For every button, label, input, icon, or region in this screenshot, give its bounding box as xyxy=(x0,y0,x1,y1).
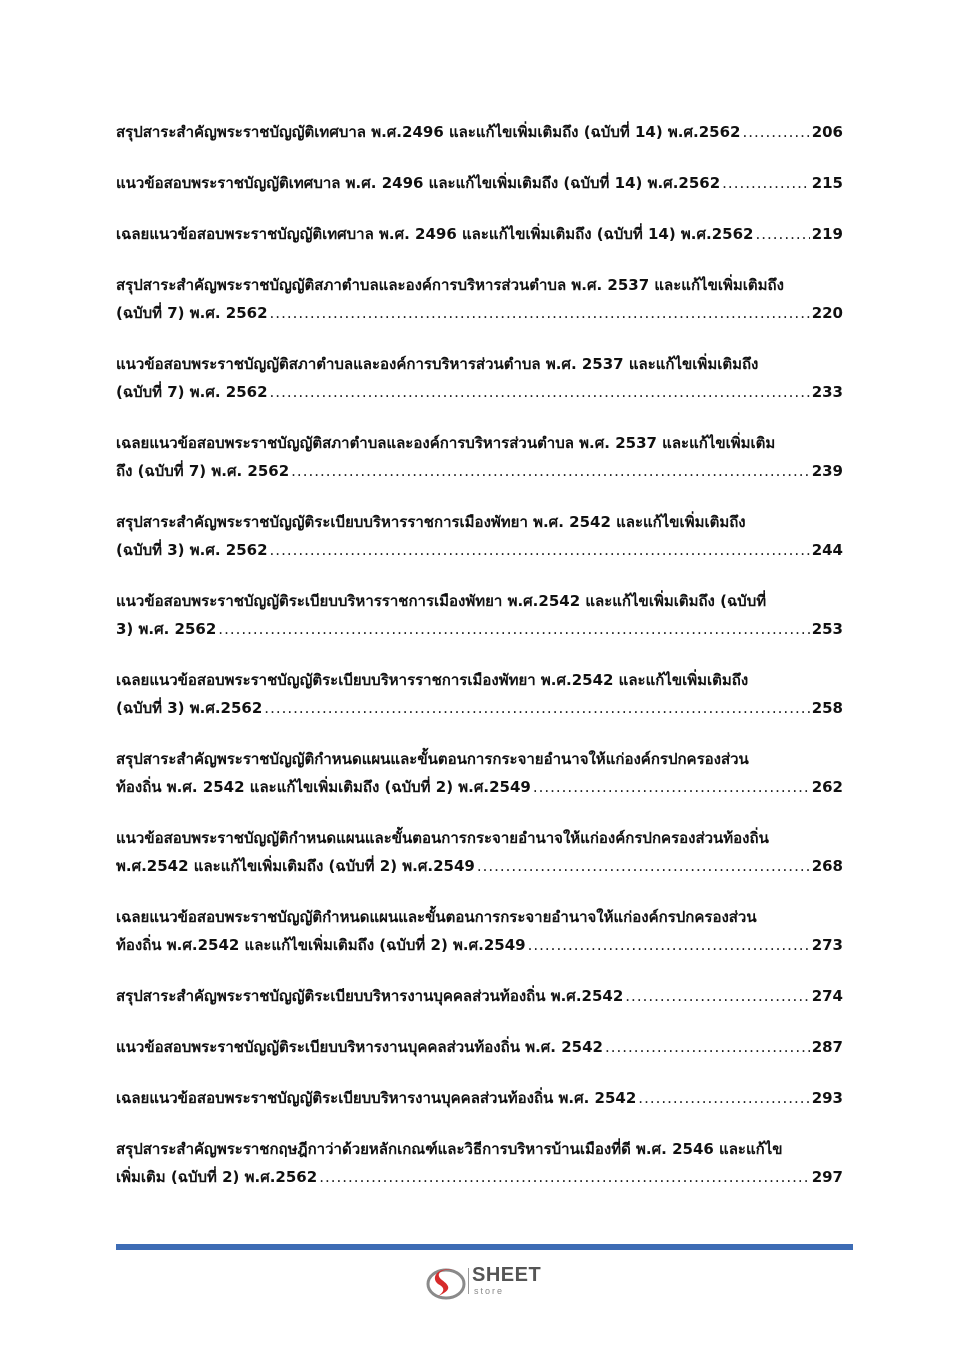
toc-entry-title: (ฉบับที่ 3) พ.ศ. 2562 xyxy=(116,541,268,559)
dot-leader xyxy=(755,220,809,248)
footer-rule xyxy=(116,1244,853,1250)
toc-entry[interactable] xyxy=(116,666,843,722)
toc-entry-title: สรุปสาระสำคัญพระราชบัญญัติระเบียบบริหารงานบุคคลส่วนท้องถิ่น พ.ศ.2542 xyxy=(116,987,624,1005)
toc-entry-title: (ฉบับที่ 7) พ.ศ. 2562 xyxy=(116,383,268,401)
toc-entry-title: สรุปสาระสำคัญพระราชบัญญัติกำหนดแผนและขั้นตอนการกระจายอำนาจให้แก่องค์กรปกครองส่วน xyxy=(116,750,749,768)
toc-entry[interactable] xyxy=(116,1135,843,1191)
toc-entry-title: แนวข้อสอบพระราชบัญญัติสภาตำบลและองค์การบริหารส่วนตำบล พ.ศ. 2537 และแก้ไขเพิ่มเติมถึง xyxy=(116,355,759,373)
toc-entry-title: เฉลยแนวข้อสอบพระราชบัญญัติเทศบาล พ.ศ. 2496 และแก้ไขเพิ่มเติมถึง (ฉบับที่ 14) พ.ศ.2562 xyxy=(116,225,754,243)
toc-entry[interactable] xyxy=(116,745,843,801)
toc-page-number: 220 xyxy=(811,304,843,322)
dot-leader xyxy=(477,852,810,880)
brand-name: SHEET xyxy=(472,1264,542,1286)
dot-leader xyxy=(742,118,809,146)
dot-leader xyxy=(533,773,810,801)
toc-entry-title: (ฉบับที่ 7) พ.ศ. 2562 xyxy=(116,304,268,322)
toc-page-number: 206 xyxy=(811,123,843,141)
toc-page-number: 297 xyxy=(811,1168,843,1186)
toc-entry-title: เฉลยแนวข้อสอบพระราชบัญญัติระเบียบบริหารราชการเมืองพัทยา พ.ศ.2542 และแก้ไขเพิ่มเติมถึง xyxy=(116,671,749,689)
toc-page-number: 274 xyxy=(811,987,843,1005)
toc-entry-title: แนวข้อสอบพระราชบัญญัติเทศบาล พ.ศ. 2496 และแก้ไขเพิ่มเติมถึง (ฉบับที่ 14) พ.ศ.2562 xyxy=(116,174,721,192)
toc-entry-title: แนวข้อสอบพระราชบัญญัติระเบียบบริหารราชการเมืองพัทยา พ.ศ.2542 และแก้ไขเพิ่มเติมถึง (ฉบับที่ xyxy=(116,592,767,610)
toc-entry-title: 3) พ.ศ. 2562 xyxy=(116,620,217,638)
toc-page-number: 239 xyxy=(811,462,843,480)
toc-entry[interactable] xyxy=(116,508,843,564)
toc-entry-title: สรุปสาระสำคัญพระราชกฤษฎีกาว่าด้วยหลักเกณฑ์และวิธีการบริหารบ้านเมืองที่ดี พ.ศ. 2546 และแก้ไข xyxy=(116,1140,783,1158)
dot-leader xyxy=(218,615,809,643)
toc-page-number: 233 xyxy=(811,383,843,401)
toc-entry-title: เพิ่มเติม (ฉบับที่ 2) พ.ศ.2562 xyxy=(116,1168,318,1186)
toc-page-number: 258 xyxy=(811,699,843,717)
dot-leader xyxy=(625,982,809,1010)
brand-subtitle: store xyxy=(474,1286,505,1296)
dot-leader xyxy=(638,1084,809,1112)
toc-entry-title: ท้องถิ่น พ.ศ.2542 และแก้ไขเพิ่มเติมถึง (ฉบับที่ 2) พ.ศ.2549 xyxy=(116,936,526,954)
toc-page-number: 268 xyxy=(811,857,843,875)
toc-entry[interactable] xyxy=(116,587,843,643)
toc-entry-title: เฉลยแนวข้อสอบพระราชบัญญัติระเบียบบริหารงานบุคคลส่วนท้องถิ่น พ.ศ. 2542 xyxy=(116,1089,637,1107)
dot-leader xyxy=(270,299,810,327)
table-of-contents xyxy=(116,118,843,1214)
toc-entry-title: สรุปสาระสำคัญพระราชบัญญัติสภาตำบลและองค์การบริหารส่วนตำบล พ.ศ. 2537 และแก้ไขเพิ่มเติมถึง xyxy=(116,276,784,294)
toc-entry[interactable] xyxy=(116,429,843,485)
sheet-store-logo xyxy=(426,1262,566,1302)
toc-page-number: 244 xyxy=(811,541,843,559)
toc-entry-title: สรุปสาระสำคัญพระราชบัญญัติเทศบาล พ.ศ.2496 และแก้ไขเพิ่มเติมถึง (ฉบับที่ 14) พ.ศ.2562 xyxy=(116,123,741,141)
toc-entry[interactable] xyxy=(116,824,843,880)
toc-entry-title: (ฉบับที่ 3) พ.ศ.2562 xyxy=(116,699,263,717)
dot-leader xyxy=(319,1163,810,1191)
toc-entry-title: เฉลยแนวข้อสอบพระราชบัญญัติกำหนดแผนและขั้นตอนการกระจายอำนาจให้แก่องค์กรปกครองส่วน xyxy=(116,908,757,926)
toc-entry[interactable] xyxy=(116,1084,843,1112)
toc-entry-title: เฉลยแนวข้อสอบพระราชบัญญัติสภาตำบลและองค์การบริหารส่วนตำบล พ.ศ. 2537 และแก้ไขเพิ่มเติม xyxy=(116,434,776,452)
dot-leader xyxy=(264,694,809,722)
toc-page-number: 287 xyxy=(811,1038,843,1056)
toc-page-number: 219 xyxy=(811,225,843,243)
toc-entry-title: ถึง (ฉบับที่ 7) พ.ศ. 2562 xyxy=(116,462,290,480)
toc-page-number: 273 xyxy=(811,936,843,954)
toc-entry-title: แนวข้อสอบพระราชบัญญัติระเบียบบริหารงานบุคคลส่วนท้องถิ่น พ.ศ. 2542 xyxy=(116,1038,603,1056)
toc-page-number: 293 xyxy=(811,1089,843,1107)
toc-entry-title: สรุปสาระสำคัญพระราชบัญญัติระเบียบบริหารราชการเมืองพัทยา พ.ศ. 2542 และแก้ไขเพิ่มเติมถึง xyxy=(116,513,746,531)
toc-entry-title: พ.ศ.2542 และแก้ไขเพิ่มเติมถึง (ฉบับที่ 2) พ.ศ.2549 xyxy=(116,857,475,875)
dot-leader xyxy=(722,169,810,197)
dot-leader xyxy=(605,1033,810,1061)
toc-entry[interactable] xyxy=(116,903,843,959)
dot-leader xyxy=(528,931,810,959)
toc-entry-title: ท้องถิ่น พ.ศ. 2542 และแก้ไขเพิ่มเติมถึง (ฉบับที่ 2) พ.ศ.2549 xyxy=(116,778,531,796)
toc-entry[interactable] xyxy=(116,220,843,248)
toc-page-number: 215 xyxy=(811,174,843,192)
toc-entry[interactable] xyxy=(116,982,843,1010)
toc-page-number: 253 xyxy=(811,620,843,638)
toc-entry[interactable] xyxy=(116,271,843,327)
sheet-store-s-icon xyxy=(426,1262,466,1302)
dot-leader xyxy=(270,378,810,406)
dot-leader xyxy=(291,457,810,485)
toc-entry-title: แนวข้อสอบพระราชบัญญัติกำหนดแผนและขั้นตอนการกระจายอำนาจให้แก่องค์กรปกครองส่วนท้องถิ่น xyxy=(116,829,769,847)
toc-entry[interactable] xyxy=(116,169,843,197)
toc-entry[interactable] xyxy=(116,1033,843,1061)
toc-entry[interactable] xyxy=(116,350,843,406)
toc-entry[interactable] xyxy=(116,118,843,146)
dot-leader xyxy=(270,536,810,564)
toc-page-number: 262 xyxy=(811,778,843,796)
